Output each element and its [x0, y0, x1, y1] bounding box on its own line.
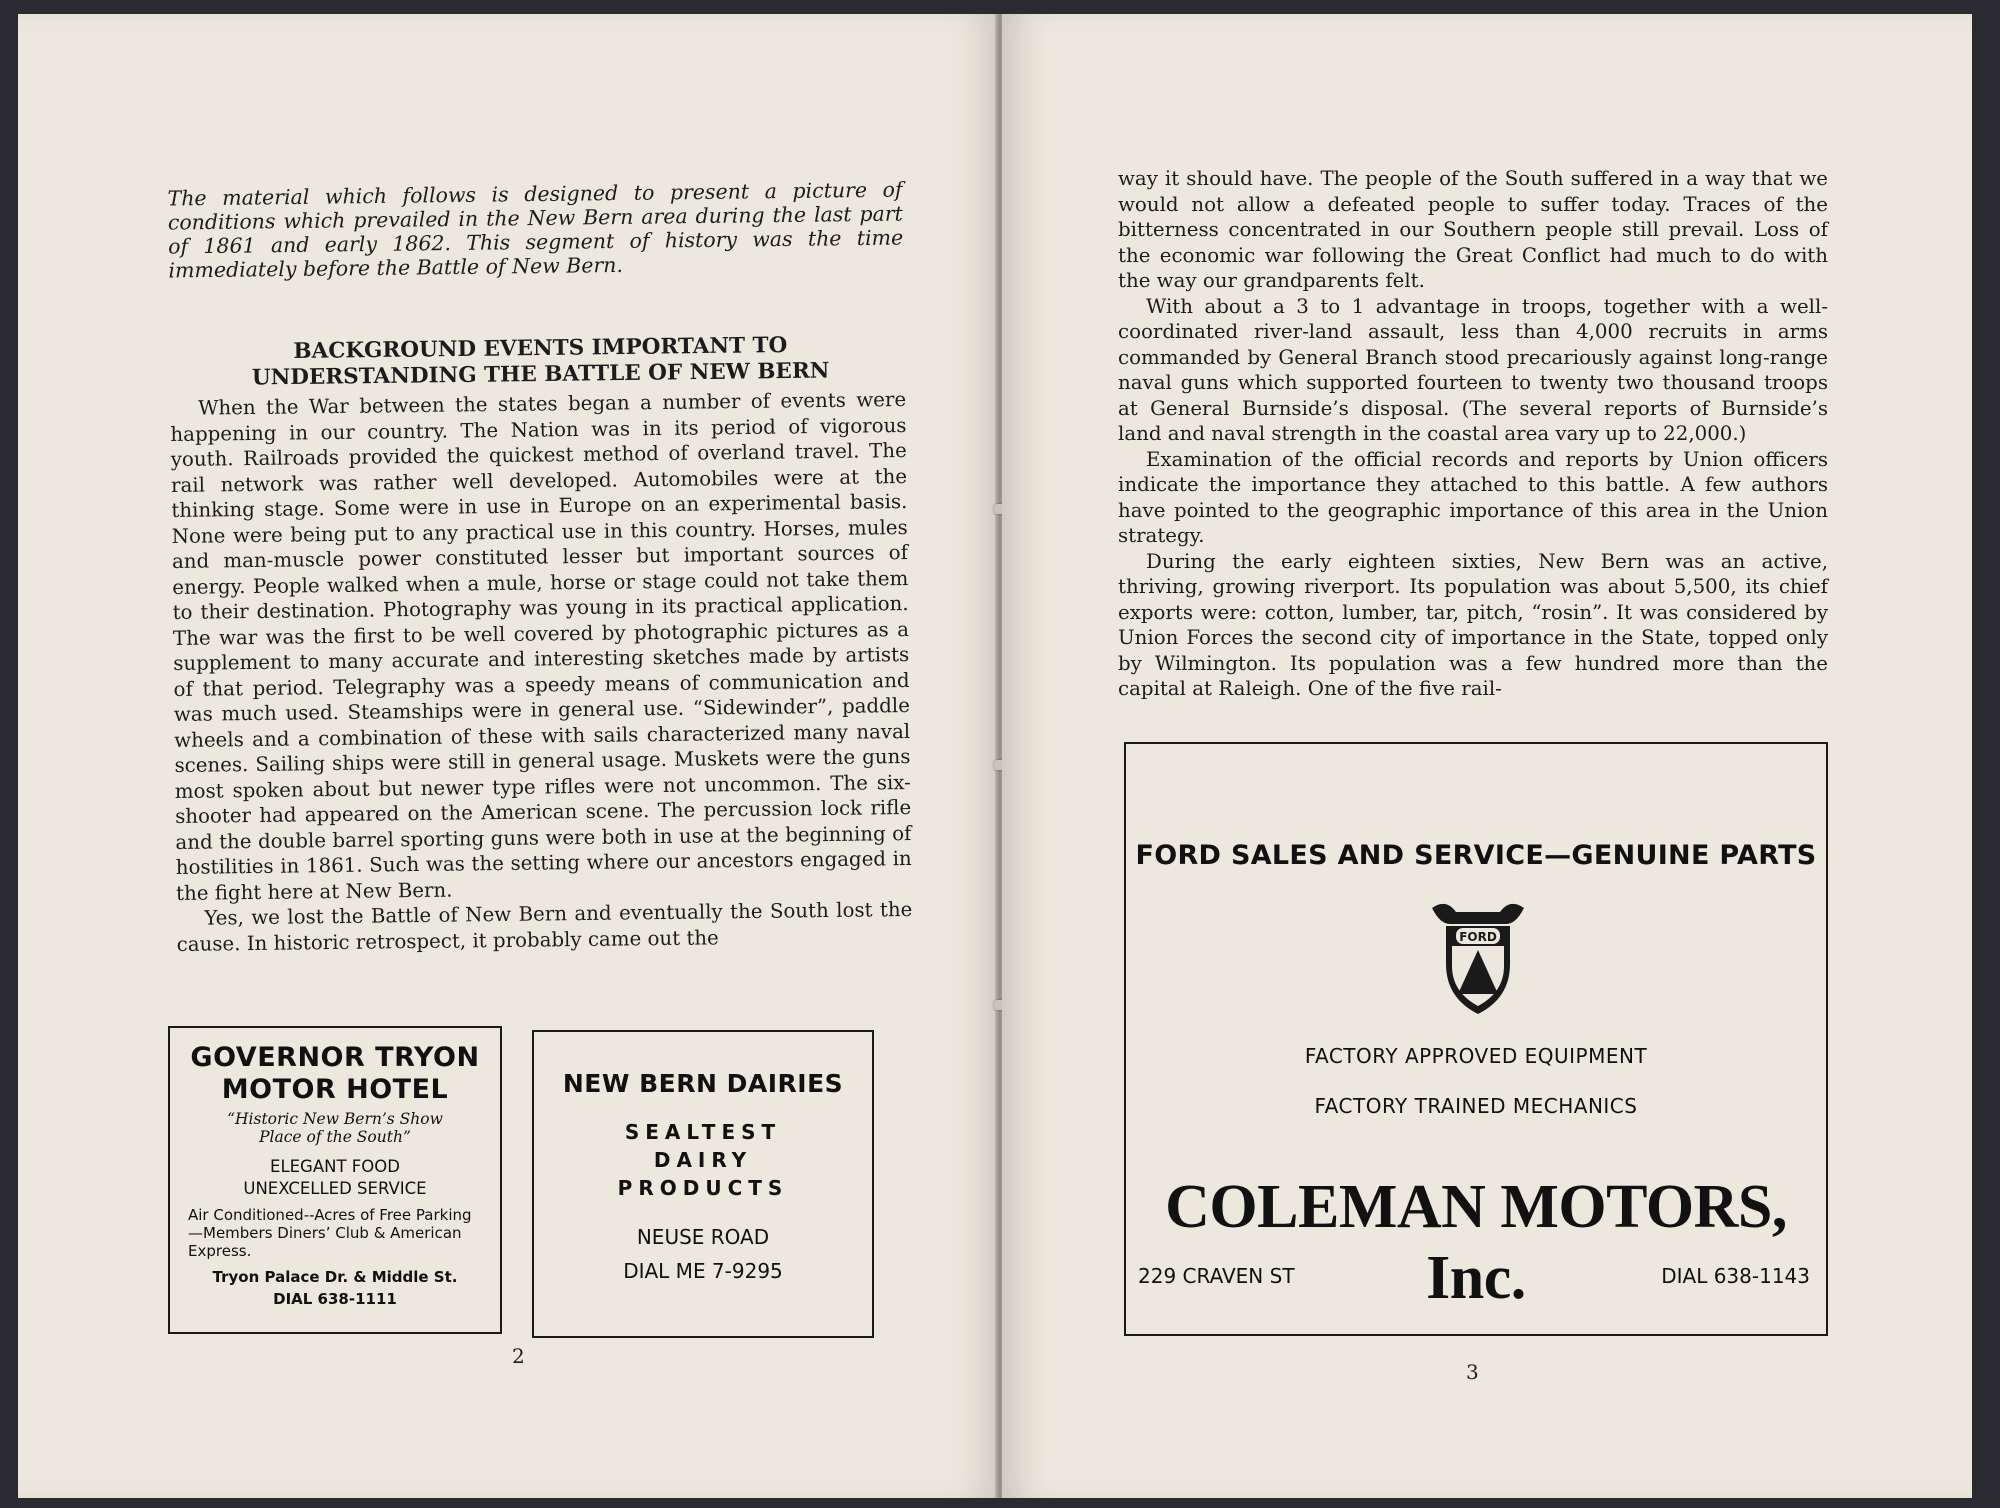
ad-dairies-phone: DIAL ME 7-9295: [623, 1259, 783, 1283]
ad-tryon-title-2: MOTOR HOTEL: [221, 1074, 449, 1105]
ad-governor-tryon: [168, 1026, 502, 1334]
right-body-text: [1118, 166, 1828, 702]
left-paragraph-2: Yes, we lost the Battle of New Bern and eventually the South lost the cause. In historic retrospect, it probably came out the: [176, 897, 913, 956]
ad-tryon-slogan: “Historic New Bern’s Show Place of the South”: [227, 1110, 443, 1146]
ford-emblem-text: FORD: [1459, 930, 1497, 944]
intro-paragraph: The material which follows is designed to present a picture of conditions which prevailed in the New Bern area during the last part of 1861 and early 1862. This segment of history was the time immediately before the Battle of New Bern.: [167, 177, 904, 283]
right-paragraph-2: With about a 3 to 1 advantage in troops, together with a well-coordinated river-land assault, less than 4,000 recruits in arms commanded by General Branch stood precariously against long-range naval guns which supported fourteen to twenty two thousand troops at General Burnside’s disposal. (The several reports of Burnside’s land and naval strength in the coastal area vary up to 22,000.): [1118, 294, 1828, 445]
ad-coleman-line-2: FACTORY TRAINED MECHANICS: [1314, 1094, 1638, 1118]
right-paragraph-3: Examination of the official records and reports by Union officers indicate the importance they attached to this battle. A few authors have pointed to the geographic importance of this area in the Union strategy.: [1118, 447, 1828, 547]
ad-coleman-name: COLEMAN MOTORS, Inc.: [1165, 1173, 1787, 1312]
ad-coleman-headline: FORD SALES AND SERVICE—GENUINE PARTS: [1135, 840, 1817, 871]
ad-coleman-address: 229 CRAVEN ST: [1138, 1264, 1295, 1288]
ad-dairies-product-2: DAIRY: [653, 1148, 753, 1172]
ad-dairies-product-1: SEALTEST: [624, 1120, 782, 1144]
heading-line-1: BACKGROUND EVENTS IMPORTANT TO: [293, 332, 788, 365]
left-body-text: [170, 387, 913, 957]
page-number-right: 3: [1466, 1360, 1479, 1384]
ad-coleman-phone: DIAL 638-1143: [1661, 1264, 1810, 1288]
ad-dairies-title: NEW BERN DAIRIES: [562, 1069, 844, 1098]
ad-tryon-phone: DIAL 638-1111: [273, 1290, 397, 1308]
ad-tryon-line-2: UNEXCELLED SERVICE: [243, 1179, 427, 1198]
bleed-through-text: [38, 54, 44, 75]
left-page: [18, 14, 1000, 1498]
ad-tryon-address: Tryon Palace Dr. & Middle St.: [212, 1268, 458, 1286]
ad-tryon-line-1: ELEGANT FOOD: [270, 1157, 400, 1176]
ad-coleman-line-1: FACTORY APPROVED EQUIPMENT: [1304, 1044, 1648, 1068]
left-paragraph-1: When the War between the states began a number of events were happening in our country. The Nation was in its period of vigorous youth. Railroads provided the quickest method of overland travel. The rail network was rather well developed. Automobiles were at the thinking stage. Some were in use in Europe on an experimental basis. None were being put to any practical use in this country. Horses, mules and man-muscle power constituted lesser but important sources of energy. People walked when a mule, horse or stage could not take them to their destination. Photography was young in its practical application. The war was the first to be well covered by photographic pictures as a supplement to many accurate and interesting sketches made by artists of that period. Telegraphy was a speedy means of communication and was much used. Steamships were in general use. “Sidewinder”, paddle wheels and a combination of these with sails characterized many naval scenes. Sailing ships were still in general usage. Muskets were the guns most spoken about but newer type rifles were not uncommon. The six-shooter had appeared on the American scene. The percussion lock rifle and the double barrel sporting guns were both in use at the beginning of hostilities in 1861. Such was the setting where our ancestors engaged in the fight here at New Bern.: [170, 388, 912, 905]
ad-tryon-title-1: GOVERNOR TRYON: [190, 1042, 480, 1073]
ford-crest-icon: [1426, 894, 1530, 1018]
heading-line-2: UNDERSTANDING THE BATTLE OF NEW BERN: [251, 358, 830, 391]
right-paragraph-4: During the early eighteen sixties, New Bern was an active, thriving, growing riverport. Its population was about 5,500, its chief exports were: cotton, lumber, tar, pitch, “rosin”. It was considered by Union Forces the second city of importance in the State, topped only by Wilmington. Its population was a few hundred more than the capital at Raleigh. One of the five rail-: [1118, 549, 1828, 700]
ad-dairies-product-3: PRODUCTS: [617, 1176, 789, 1200]
ad-new-bern-dairies: [532, 1030, 874, 1338]
ad-tryon-amenities: Air Conditioned--Acres of Free Parking—Members Diners’ Club & American Express.: [188, 1206, 472, 1260]
ad-coleman-motors: [1124, 742, 1828, 1336]
ad-dairies-address: NEUSE ROAD: [636, 1225, 770, 1249]
right-page: [1002, 14, 1972, 1498]
section-heading: [178, 332, 904, 393]
page-number-left: 2: [512, 1344, 525, 1368]
right-paragraph-1: way it should have. The people of the South suffered in a way that we would not allow a defeated people to suffer today. Traces of the bitterness concentrated in our Southern people still prevail. Loss of the economic war following the Great Conflict had much to do with the way our grandparents felt.: [1118, 167, 1828, 292]
